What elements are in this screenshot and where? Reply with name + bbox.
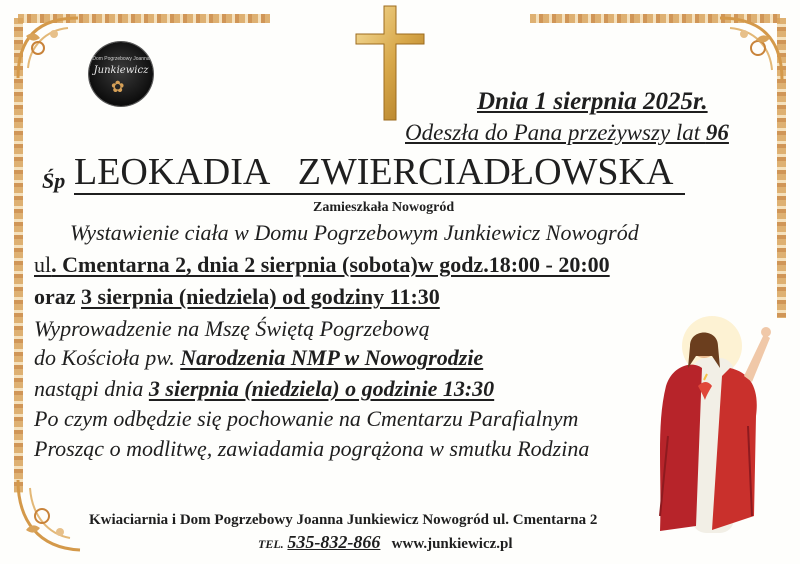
viewing-second-day-prefix: oraz (34, 284, 82, 309)
age-value: 96 (705, 120, 729, 145)
website-link[interactable]: www.junkiewicz.pl (391, 536, 513, 552)
church-name: Narodzenia NMP w Nowogrodzie (180, 345, 484, 370)
viewing-address-details: . Cmentarna 2, dnia 2 sierpnia (sobota)w godz.18:00 - 20:00 (51, 252, 610, 277)
flower-icon: ✿ (111, 79, 125, 96)
viewing-second-day (34, 284, 440, 310)
age-line (405, 120, 729, 146)
viewing-line: Wystawienie ciała w Domu Pogrzebowym Junkiewicz Nowogród (70, 220, 639, 245)
corner-ornament-top-right (700, 8, 792, 98)
notice-date: Dnia 1 sierpnia 2025r. (477, 88, 708, 115)
corner-ornament-bottom-left (8, 470, 98, 560)
footer-contact (258, 532, 513, 553)
age-line-text: Odeszła do Pana przeżywszy lat (405, 120, 706, 145)
deceased-name: LEOKADIA ZWIERCIADŁOWSKA (74, 151, 685, 195)
mass-time-details: 3 sierpnia (niedziela) o godzinie 13:30 (148, 376, 495, 401)
burial-line: Po czym odbędzie się pochowanie na Cmentarzu Parafialnym (34, 406, 579, 431)
procession-line: Wyprowadzenie na Mszę Świętą Pogrzebową (34, 316, 430, 341)
footer-company: Kwiaciarnia i Dom Pogrzebowy Joanna Junkiewicz Nowogród ul. Cmentarna 2 (89, 512, 598, 528)
church-prefix: do Kościoła pw. (34, 345, 181, 370)
corner-ornament-top-left (8, 8, 98, 88)
family-line: Prosząc o modlitwę, zawiadamia pogrążona w smutku Rodzina (34, 436, 590, 461)
name-prefix: Śp (42, 168, 66, 193)
tel-label: TEL. (258, 537, 284, 551)
mass-time-prefix: nastąpi dnia (34, 376, 149, 401)
cross-icon (354, 4, 426, 122)
phone-number: 535-832-866 (287, 532, 381, 552)
residence: Zamieszkała Nowogród (313, 200, 455, 215)
logo-script-text: Junkiewicz (93, 65, 149, 76)
viewing-address-prefix: ul (34, 252, 52, 277)
viewing-address-line (34, 252, 610, 278)
logo-small-text: Dom Pogrzebowy Joanna (92, 56, 150, 62)
mass-time-line (34, 376, 494, 402)
viewing-second-day-details: 3 sierpnia (niedziela) od godziny 11:30 (81, 284, 440, 309)
church-line (34, 345, 483, 371)
border-left (14, 18, 23, 493)
logo-emblem (89, 42, 153, 106)
jesus-figure (652, 316, 772, 538)
